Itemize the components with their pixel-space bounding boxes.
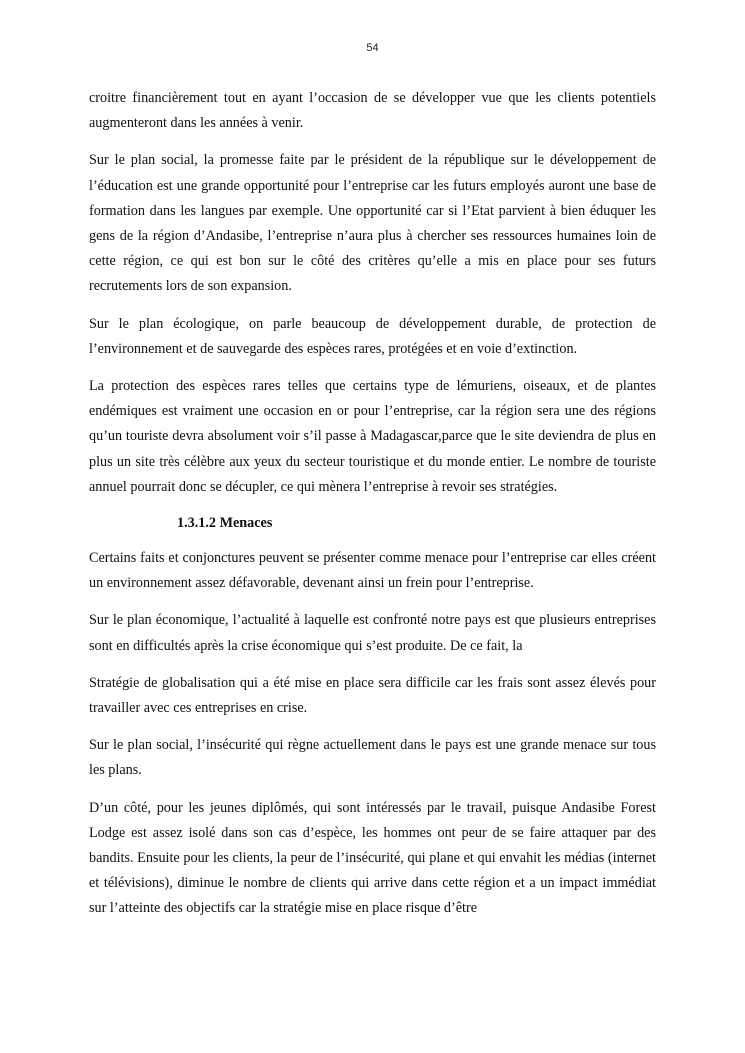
paragraph: Stratégie de globalisation qui a été mise en place sera difficile car les frais sont assez élevés pour travailler avec ces entreprises en crise.	[89, 674, 656, 717]
paragraph: D’un côté, pour les jeunes diplômés, qui sont intéressés par le travail, puisque Andasibe Forest Lodge est assez isolé dans son cas d’espèce, les hommes ont peur de se faire attaquer par des bandits. Ensuite pour les clients, la peur de l’insécurité, qui plane et qui envahit les médias (internet et télévisions), diminue le nombre de clients qui arrive dans cette région et a un impact immédiat sur l’atteinte des objectifs car la stratégie mise en place risque d’être	[89, 799, 656, 917]
paragraph: Sur le plan social, l’insécurité qui règne actuellement dans le pays est une grande menace sur tous les plans.	[89, 737, 656, 779]
page-number: 54	[366, 42, 379, 54]
paragraph: Certains faits et conjonctures peuvent se présenter comme menace pour l’entreprise car elles créent un environnement assez défavorable, devenant ainsi un frein pour l’entreprise.	[89, 550, 656, 592]
paragraph: La protection des espèces rares telles que certains type de lémuriens, oiseaux, et de plantes endémiques est vraiment une occasion en or pour l’entreprise, car la région sera une des régions qu’un touriste devra absolument voir s’il passe à Madagascar,parce que le site deviendra de plus en plus un site très célèbre aux yeux du secteur touristique et du monde entier. Le nombre de touriste annuel pourrait donc se décupler, ce qui mènera l’entreprise à revoir ses stratégies.	[89, 378, 656, 495]
paragraph: Sur le plan écologique, on parle beaucoup de développement durable, de protection de l’environnement et de sauvegarde des espèces rares, protégées et en voie d’extinction.	[89, 315, 656, 357]
paragraph: Sur le plan économique, l’actualité à laquelle est confronté notre pays est que plusieurs entreprises sont en difficultés après la crise économique qui s’est produite. De ce fait, la	[89, 612, 656, 654]
document-body	[89, 86, 656, 934]
section-heading: 1.3.1.2 Menaces	[177, 515, 273, 532]
paragraph: croitre financièrement tout en ayant l’occasion de se développer vue que les clients potentiels augmenteront dans les années à venir.	[89, 90, 656, 132]
paragraph: Sur le plan social, la promesse faite par le président de la république sur le développement de l’éducation est une grande opportunité pour l’entreprise car les futurs employés auront une base de formation dans les langues par exemple. Une opportunité car si l’Etat parvient à bien éduquer les gens de la région d’Andasibe, l’entreprise n’aura plus à chercher ses ressources humaines loin de cette région, ce qui est bon sur le côté des critères qu’elle a mis en place pour ses futurs recrutements lors de son expansion.	[89, 152, 656, 295]
